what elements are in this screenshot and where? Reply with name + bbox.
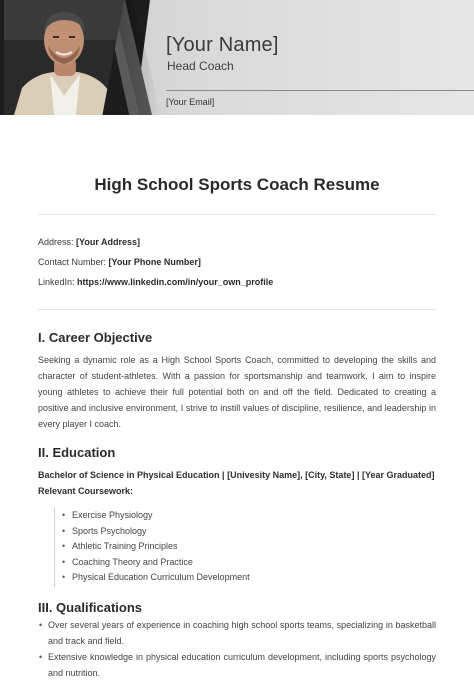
title-divider (38, 214, 436, 215)
contact-divider (38, 309, 436, 310)
career-objective-text: Seeking a dynamic role as a High School Sports Coach, committed to developing the skills and character of student-athletes. With a passion for sportsmanship and teamwork, I aim to inspire young athletes to achieve their full potential both on and off the field. Dedicated to creating a positive and inclusive environment, I strive to instill values of discipline, resilience, and leadership in every player I coach. (38, 355, 436, 429)
resume-title: High School Sports Coach Resume (94, 175, 380, 194)
candidate-name: [Your Name] (166, 34, 279, 56)
phone-label: Contact Number: (38, 257, 107, 267)
linkedin-line (38, 277, 273, 287)
address-label: Address: (38, 237, 74, 247)
list-item: • Sports Psychology (72, 526, 147, 536)
list-item: • Coaching Theory and Practice (72, 557, 193, 567)
list-item: • Athletic Training Principles (72, 541, 178, 551)
coursework-label: Relevant Coursework: (38, 486, 134, 496)
email-divider (166, 90, 474, 91)
degree-line: Bachelor of Science in Physical Education | [Univesity Name], [City, State] | [Year Graduated] (38, 470, 435, 480)
linkedin-label: LinkedIn: (38, 277, 75, 287)
candidate-role: Head Coach (167, 59, 234, 73)
education-heading: II. Education (38, 445, 116, 460)
address-value: [Your Address] (76, 237, 141, 247)
phone-line (38, 257, 201, 267)
qualifications-heading: III. Qualifications (38, 600, 143, 615)
phone-value: [Your Phone Number] (108, 257, 201, 267)
address-line (38, 237, 140, 247)
linkedin-link[interactable]: https://www.linkedin.com/in/your_own_profile (77, 277, 274, 287)
list-item: • Exercise Physiology (72, 510, 153, 520)
list-item: • Extensive knowledge in physical education curriculum development, including sports psychology and nutrition. (48, 649, 436, 681)
list-item: • Physical Education Curriculum Development (72, 572, 250, 582)
career-objective-heading: I. Career Objective (38, 330, 153, 345)
header-banner (0, 0, 474, 115)
list-item: • Over several years of experience in coaching high school sports teams, specializing in basketball and track and field. (48, 617, 436, 649)
candidate-email: [Your Email] (166, 97, 215, 107)
